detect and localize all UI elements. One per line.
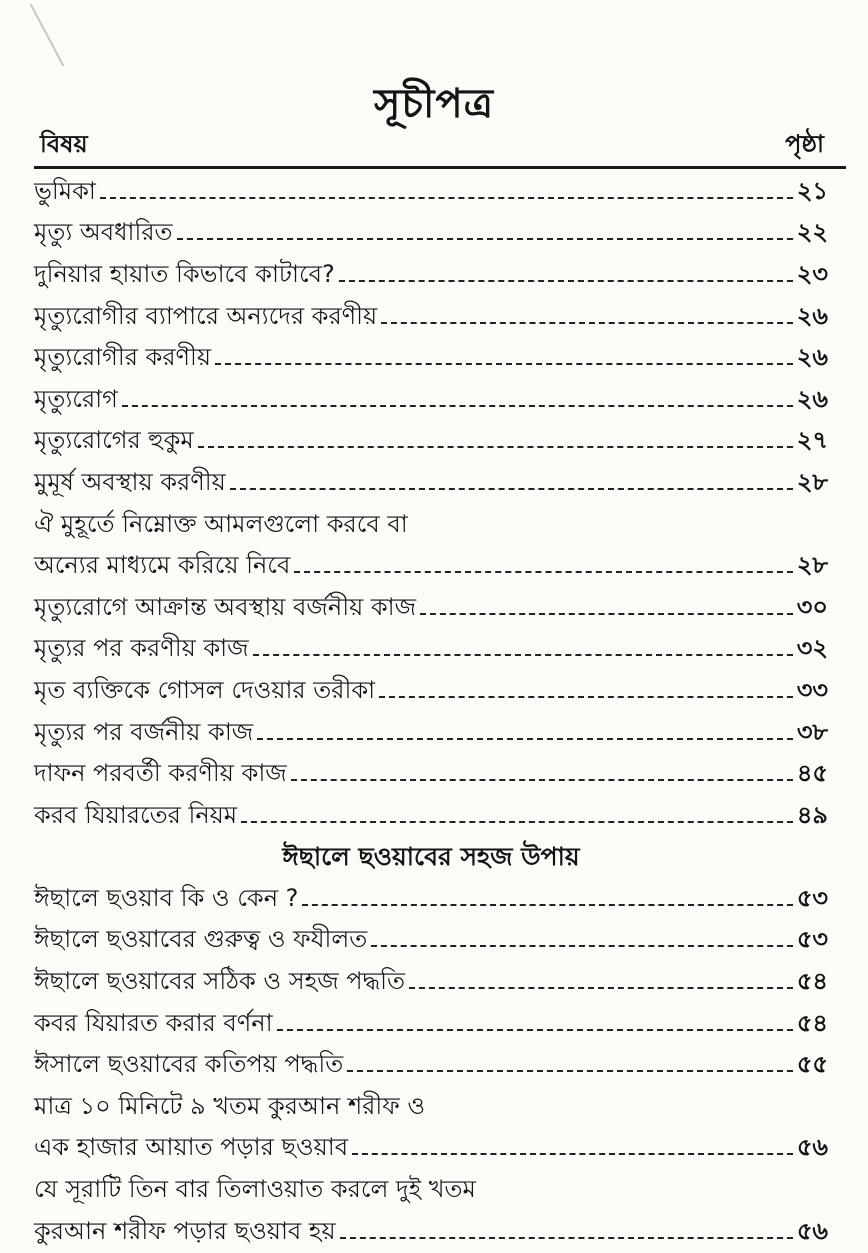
entry-title: মৃত্যুরোগে আক্রান্ত অবস্থায় বর্জনীয় কাজ (34, 592, 417, 621)
entry-page: ২৮ (796, 551, 828, 580)
entry-title: ঈছালে ছওয়াবের সঠিক ও সহজ পদ্ধতি (34, 967, 406, 996)
toc-entry (34, 422, 828, 464)
dot-leader (420, 613, 793, 615)
entry-page: ২৬ (796, 343, 828, 372)
entry-page: ২২ (796, 218, 828, 247)
page-scuff (30, 4, 65, 67)
column-header-subject: বিষয় (40, 130, 88, 158)
toc-entry (34, 172, 828, 214)
entry-title: মৃত্যুরোগের হুকুম (34, 426, 194, 455)
dot-leader (379, 696, 793, 698)
toc-entry-continued (34, 505, 828, 547)
toc-entry (34, 921, 828, 963)
entry-title: ভুমিকা (34, 176, 96, 205)
entry-page: ৩২ (796, 634, 828, 663)
toc-entry (34, 754, 828, 796)
entry-title: করব যিয়ারতের নিয়ম (34, 800, 238, 829)
toc-entry (34, 879, 828, 921)
entry-title: মাত্র ১০ মিনিটে ৯ খতম কুরআন শরীফ ও (34, 1091, 426, 1120)
column-header-page: পৃষ্ঠা (785, 130, 824, 158)
entry-title: মৃত ব্যক্তিকে গোসল দেওয়ার তরীকা (34, 675, 376, 704)
entry-page: ৫৪ (796, 1008, 828, 1037)
entry-title: কুরআন শরীফ পড়ার ছওয়াব হয় (34, 1216, 336, 1245)
entry-page: ৫৬ (796, 1133, 828, 1162)
entry-page: ৫৬ (796, 1216, 828, 1245)
toc-entry-continued (34, 1170, 828, 1212)
dot-leader (294, 571, 793, 573)
entry-title: যে সূরাটি তিন বার তিলাওয়াত করলে দুই খতম (34, 1175, 476, 1204)
dot-leader (340, 1237, 793, 1239)
dot-leader (198, 446, 793, 448)
toc-entry (34, 588, 828, 630)
entry-title: ঈছালে ছওয়াব কি ও কেন ? (34, 883, 299, 912)
dot-leader (122, 405, 793, 407)
toc-entry (34, 214, 828, 256)
entry-page: ৫৪ (796, 967, 828, 996)
toc-entry (34, 297, 828, 339)
dot-leader (339, 280, 793, 282)
header-rule (34, 166, 846, 169)
entry-title: দুনিয়ার হায়াত কিভাবে কাটাবে? (34, 259, 335, 288)
entry-title: অন্যের মাধ্যমে করিয়ে নিবে (34, 551, 291, 580)
entry-page: ৩৩ (796, 675, 828, 704)
entry-title: মৃত্যু অবধারিত (34, 218, 173, 247)
toc-entry (34, 713, 828, 755)
dot-leader (277, 1029, 793, 1031)
entry-title: মৃত্যুরোগীর করণীয় (34, 343, 212, 372)
entry-title: ঈসালে ছওয়াবের কতিপয় পদ্ধতি (34, 1050, 344, 1079)
toc-entry (34, 338, 828, 380)
toc-entry (34, 671, 828, 713)
entry-page: ৪৫ (796, 759, 828, 788)
page-title: সূচীপত্র (374, 81, 494, 127)
entry-page: ৩৮ (796, 717, 828, 746)
entry-title: মৃত্যুরোগীর ব্যাপারে অন্যদের করণীয় (34, 301, 378, 330)
entry-page: ২৭ (796, 426, 828, 455)
entry-title: কবর যিয়ারত করার বর্ণনা (34, 1008, 273, 1037)
dot-leader (302, 904, 792, 906)
entry-title: মুমূর্ষ অবস্থায় করণীয় (34, 467, 226, 496)
entry-title: দাফন পরবর্তী করণীয় কাজ (34, 759, 287, 788)
dot-leader (352, 1153, 793, 1155)
toc-entry (34, 1129, 828, 1171)
toc-entry (34, 463, 828, 505)
dot-leader (347, 1070, 793, 1072)
toc-entry (34, 1004, 828, 1046)
toc-entry (34, 546, 828, 588)
entry-title: মৃত্যুর পর করণীয় কাজ (34, 634, 249, 663)
dot-leader (409, 987, 793, 989)
dot-leader (381, 322, 793, 324)
dot-leader (371, 945, 793, 947)
entry-page: ২৮ (796, 467, 828, 496)
toc-entry (34, 1045, 828, 1087)
entry-page: ২১ (796, 176, 828, 205)
toc-entry (34, 1212, 828, 1253)
dot-leader (253, 654, 793, 656)
entry-page: ২৩ (796, 259, 828, 288)
toc-entry (34, 255, 828, 297)
entry-page: ৫৩ (796, 925, 828, 954)
dot-leader (215, 363, 793, 365)
entry-title: ঐ মুহূর্তে নিম্নোক্ত আমলগুলো করবে বা (34, 509, 408, 538)
table-of-contents (34, 172, 828, 1253)
toc-entry (34, 380, 828, 422)
dot-leader (100, 197, 793, 199)
entry-title: মৃত্যুর পর বর্জনীয় কাজ (34, 717, 254, 746)
entry-title: মৃত্যুরোগ (34, 384, 118, 413)
toc-section-heading (34, 838, 828, 880)
entry-title: ঈছালে ছওয়াবের গুরুত্ব ও ফযীলত (34, 925, 368, 954)
entry-page: ৪৯ (796, 800, 828, 829)
dot-leader (241, 821, 793, 823)
entry-page: ৫৩ (796, 883, 828, 912)
entry-title: এক হাজার আয়াত পড়ার ছওয়াব (34, 1133, 349, 1162)
dot-leader (291, 779, 793, 781)
toc-entry (34, 962, 828, 1004)
entry-page: ৫৫ (796, 1050, 828, 1079)
section-title: ঈছালে ছওয়াবের সহজ উপায় (282, 841, 580, 871)
dot-leader (230, 488, 793, 490)
dot-leader (177, 238, 793, 240)
entry-page: ২৬ (796, 384, 828, 413)
toc-entry-continued (34, 1087, 828, 1129)
dot-leader (257, 738, 793, 740)
entry-page: ২৬ (796, 301, 828, 330)
toc-entry (34, 630, 828, 672)
entry-page: ৩০ (796, 592, 828, 621)
toc-entry (34, 796, 828, 838)
